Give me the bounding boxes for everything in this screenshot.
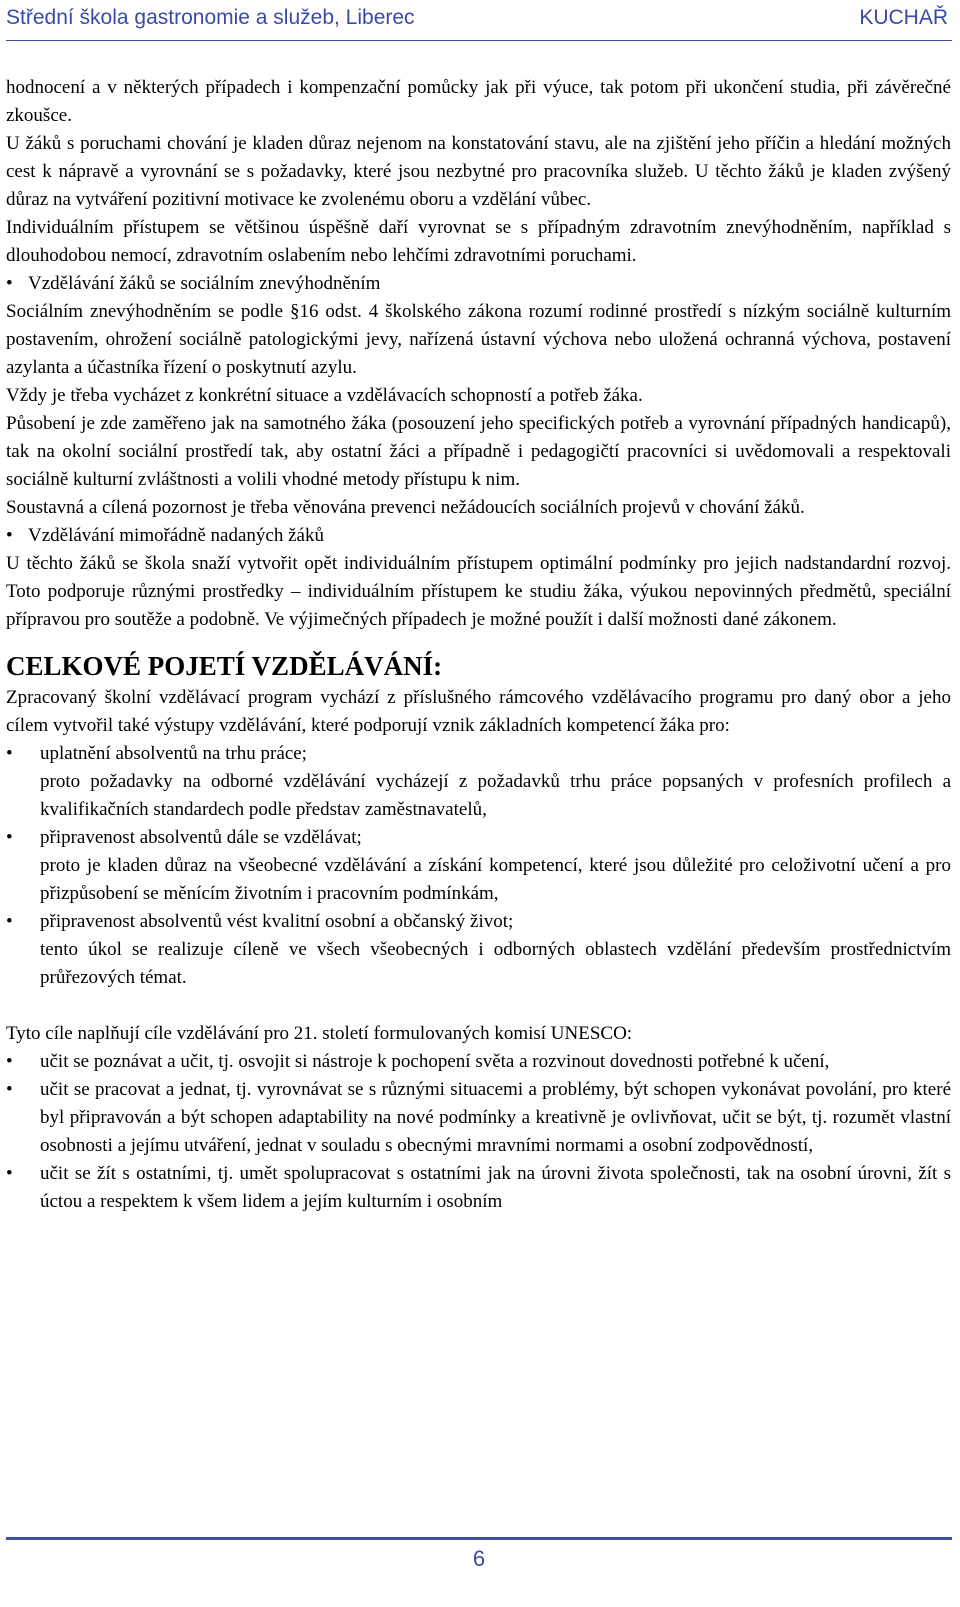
paragraph: U těchto žáků se škola snaží vytvořit opět individuálním přístupem optimální podmínky pro jejich nadstandardní rozvoj. Toto podporuje různými prostředky – individuálním přístupem ke studiu žáka, výukou nepovinných předmětů, speciální přípravou pro soutěže a podobně. Ve výjimečných případech je možné použít i další možnosti dané zákonem. [6, 553, 951, 630]
competence-list [6, 740, 951, 992]
list-item-text: proto požadavky na odborné vzdělávání vycházejí z požadavků trhu práce popsaných v profesních profilech a kvalifikačních standardech podle představ zaměstnavatelů, [40, 771, 951, 820]
bullet-icon: • [6, 911, 13, 932]
school-name: Střední škola gastronomie a služeb, Liberec [6, 6, 415, 29]
bullet-icon: • [6, 273, 13, 294]
bullet-icon: • [6, 827, 13, 848]
bullet-icon: • [6, 525, 13, 546]
list-item [6, 1160, 951, 1216]
list-item-title: připravenost absolventů dále se vzdělávat; [40, 827, 362, 848]
list-item-title: uplatnění absolventů na trhu práce; [40, 743, 307, 764]
list-item [6, 740, 951, 824]
list-item [6, 1048, 951, 1076]
page-number: 6 [472, 1546, 486, 1571]
list-item [6, 908, 951, 992]
list-item [6, 824, 951, 908]
paragraph: Působení je zde zaměřeno jak na samotného žáka (posouzení jeho specifických potřeb a vyrovnání případných handicapů), tak na okolní sociální prostředí tak, aby ostatní žáci a případně i pedagogičtí pracovníci si uvědomovali a respektovali sociálně kulturní zvláštnosti a volili vhodné metody přístupu k nim. [6, 413, 951, 490]
paragraph: hodnocení a v některých případech i kompenzační pomůcky jak při výuce, tak potom při ukončení studia, při závěrečné zkoušce. [6, 77, 951, 126]
bullet-icon: • [6, 1163, 13, 1184]
page-footer [6, 1537, 952, 1572]
paragraph: Sociálním znevýhodněním se podle §16 odst. 4 školského zákona rozumí rodinné prostředí s nízkým sociálně kulturním postavením, ohrožení sociálně patologickými jevy, nařízená ústavní výchova nebo uložená ochranná výchova, postavení azylanta a účastníka řízení o poskytnutí azylu. [6, 301, 951, 378]
list-item-text: učit se poznávat a učit, tj. osvojit si nástroje k pochopení světa a rozvinout dovednosti potřebné k učení, [40, 1051, 830, 1072]
list-item-text: učit se žít s ostatními, tj. umět spolupracovat s ostatními jak na úrovni života společnosti, tak na osobní úrovni, žít s úctou a respektem k všem lidem a jejím kulturním i osobním [40, 1163, 951, 1212]
paragraph: Zpracovaný školní vzdělávací program vychází z příslušného rámcového vzdělávacího programu pro daný obor a jeho cílem vytvořil také výstupy vzdělávání, které podporují vznik základních kompetencí žáka pro: [6, 687, 951, 736]
section-heading: CELKOVÉ POJETÍ VZDĚLÁVÁNÍ: [6, 651, 443, 681]
bullet-icon: • [6, 1051, 13, 1072]
paragraph: Vždy je třeba vycházet z konkrétní situace a vzdělávacích schopností a potřeb žáka. [6, 385, 643, 406]
paragraph: Individuálním přístupem se většinou úspěšně daří vyrovnat se s případným zdravotním znevýhodněním, například s dlouhodobou nemocí, zdravotním oslabením nebo lehčími zdravotními poruchami. [6, 217, 951, 266]
section-bullet-label: Vzdělávání mimořádně nadaných žáků [28, 525, 324, 546]
page-header [6, 0, 952, 41]
bullet-icon: • [6, 1079, 13, 1100]
section-bullet-label: Vzdělávání žáků se sociálním znevýhodněním [28, 273, 381, 294]
list-item-title: připravenost absolventů vést kvalitní osobní a občanský život; [40, 911, 514, 932]
section-bullet [6, 270, 951, 298]
list-item-text: proto je kladen důraz na všeobecné vzdělávání a získání kompetencí, které jsou důležité pro celoživotní učení a pro přizpůsobení se měnícím životním i pracovním podmínkám, [40, 855, 951, 904]
paragraph: Soustavná a cílená pozornost je třeba věnována prevenci nežádoucích sociálních projevů v chování žáků. [6, 497, 805, 518]
document-body [6, 74, 951, 1216]
paragraph: U žáků s poruchami chování je kladen důraz nejenom na konstatování stavu, ale na zjištění jeho příčin a hledání možných cest k nápravě a vyrovnání se s požadavky, které jsou nezbytné pro pracovníka služeb. U těchto žáků je kladen zvýšený důraz na vytváření pozitivní motivace ke zvolenému oboru a vzdělání vůbec. [6, 133, 951, 210]
unesco-goals-list [6, 1048, 951, 1216]
section-bullet [6, 522, 951, 550]
list-item-text: tento úkol se realizuje cíleně ve všech všeobecných i odborných oblastech vzdělání především prostřednictvím průřezových témat. [40, 939, 951, 988]
bullet-icon: • [6, 743, 13, 764]
program-name: KUCHAŘ [859, 6, 948, 29]
paragraph: Tyto cíle naplňují cíle vzdělávání pro 21. století formulovaných komisí UNESCO: [6, 1023, 633, 1044]
list-item-text: učit se pracovat a jednat, tj. vyrovnávat se s různými situacemi a problémy, být schopen vykonávat povolání, pro které byl připravován a být schopen adaptability na nové podmínky a kreativně je ovlivňovat, učit se být, tj. rozumět vlastní osobnosti a jejímu utváření, jednat v souladu s obecnými mravními normami a osobní zodpovědností, [40, 1079, 951, 1156]
list-item [6, 1076, 951, 1160]
